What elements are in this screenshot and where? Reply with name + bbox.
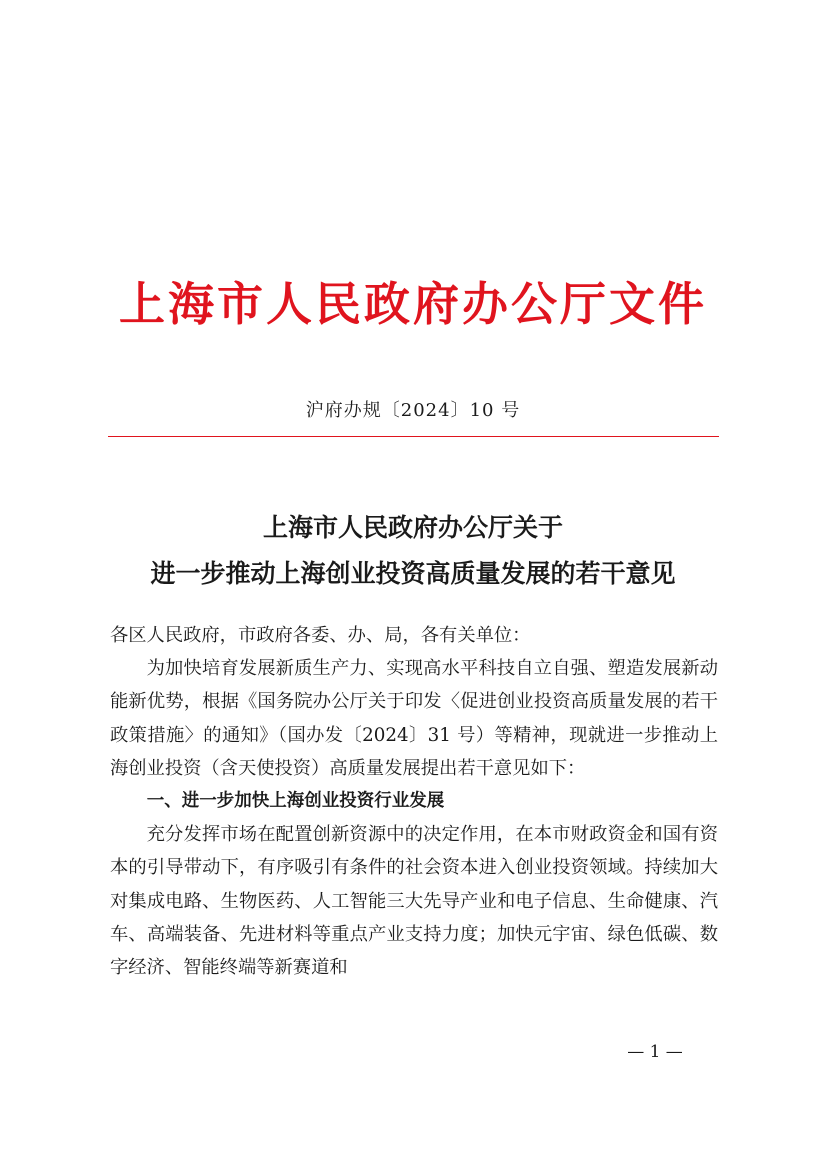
- salutation: 各区人民政府，市政府各委、办、局，各有关单位：: [110, 625, 531, 646]
- document-title: [0, 505, 826, 597]
- title-line-2: 进一步推动上海创业投资高质量发展的若干意见: [150, 559, 676, 588]
- intro-paragraph: 为加快培育发展新质生产力、实现高水平科技自立自强、塑造发展新动能新优势，根据《国务院办公厅关于印发〈促进创业投资高质量发展的若干政策措施〉的通知》（国办发〔2024〕31 号）等精神，现就进一步推动上海创业投资（含天使投资）高质量发展提出若干意见如下：: [110, 658, 718, 779]
- document-number: 沪府办规〔2024〕10 号: [305, 400, 521, 421]
- document-body: [110, 619, 718, 984]
- page-number: — 1 —: [627, 1042, 683, 1062]
- issuer-header: 上海市人民政府办公厅文件: [119, 277, 707, 331]
- section-1-paragraph: 充分发挥市场在配置创新资源中的决定作用，在本市财政资金和国有资本的引导带动下，有序吸引有条件的社会资本进入创业投资领域。持续加大对集成电路、生物医药、人工智能三大先导产业和电子信息、生命健康、汽车、高端装备、先进材料等重点产业支持力度；加快元宇宙、绿色低碳、数字经济、智能终端等新赛道和: [110, 824, 718, 979]
- red-divider-line: [108, 436, 719, 437]
- title-line-1: 上海市人民政府办公厅关于: [262, 513, 563, 542]
- section-heading-1: 一、进一步加快上海创业投资行业发展: [146, 791, 445, 812]
